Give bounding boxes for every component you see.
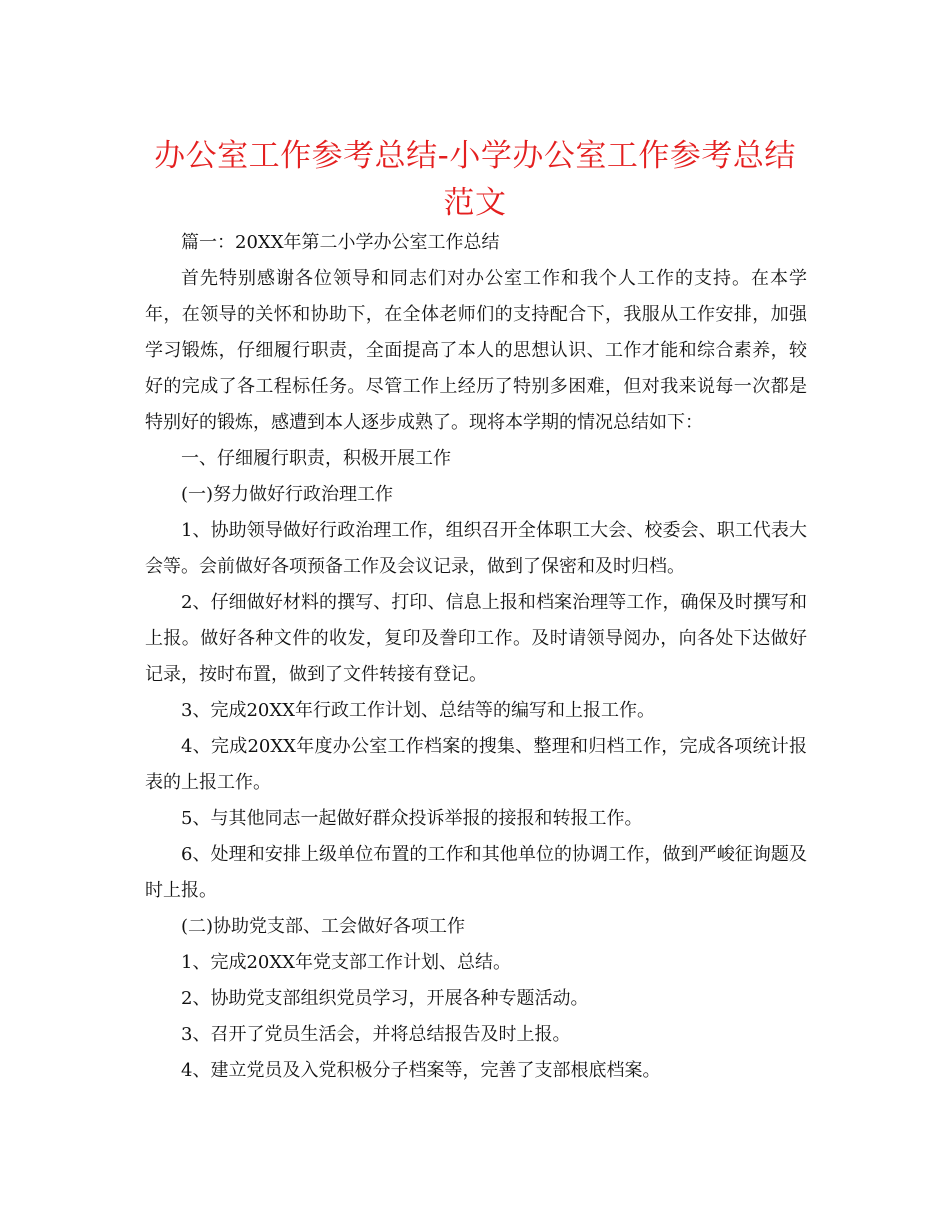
- heading-level-2: (二)协助党支部、工会做好各项工作: [181, 916, 466, 937]
- list-item: 2、协助党支部组织党员学习，开展各种专题活动。: [181, 988, 589, 1009]
- list-item: 1、协助领导做好行政治理工作，组织召开全体职工大会、校委会、职工代表大会等。会前做好各项预备工作及会议记录，做到了保密和及时归档。: [145, 520, 807, 577]
- heading-level-2: (一)努力做好行政治理工作: [181, 484, 394, 505]
- list-item: 3、召开了党员生活会，并将总结报告及时上报。: [181, 1024, 571, 1045]
- heading-level-1: 一、仔细履行职责，积极开展工作: [181, 448, 451, 469]
- document-body: [145, 225, 807, 1089]
- section-heading: 篇一：20XX年第二小学办公室工作总结: [181, 232, 500, 253]
- list-item: 4、完成20XX年度办公室工作档案的搜集、整理和归档工作，完成各项统计报表的上报工作。: [145, 736, 807, 793]
- list-item: 1、完成20XX年党支部工作计划、总结。: [181, 952, 511, 973]
- list-item: 4、建立党员及入党积极分子档案等，完善了支部根底档案。: [181, 1060, 661, 1081]
- document-title: 办公室工作参考总结-小学办公室工作参考总结范文: [154, 138, 796, 221]
- intro-paragraph: 首先特别感谢各位领导和同志们对办公室工作和我个人工作的支持。在本学年，在领导的关怀和协助下，在全体老师们的支持配合下，我服从工作安排，加强学习锻炼，仔细履行职责，全面提高了本人的思想认识、工作才能和综合素养，较好的完成了各工程标任务。尽管工作上经历了特别多困难，但对我来说每一次都是特别好的锻炼，感遭到本人逐步成熟了。现将本学期的情况总结如下：: [145, 268, 807, 433]
- list-item: 6、处理和安排上级单位布置的工作和其他单位的协调工作，做到严峻征询题及时上报。: [145, 844, 807, 901]
- list-item: 3、完成20XX年行政工作计划、总结等的编写和上报工作。: [181, 700, 655, 721]
- list-item: 2、仔细做好材料的撰写、打印、信息上报和档案治理等工作，确保及时撰写和上报。做好各种文件的收发，复印及誊印工作。及时请领导阅办，向各处下达做好记录，按时布置，做到了文件转接有登记。: [145, 592, 807, 685]
- list-item: 5、与其他同志一起做好群众投诉举报的接报和转报工作。: [181, 808, 643, 829]
